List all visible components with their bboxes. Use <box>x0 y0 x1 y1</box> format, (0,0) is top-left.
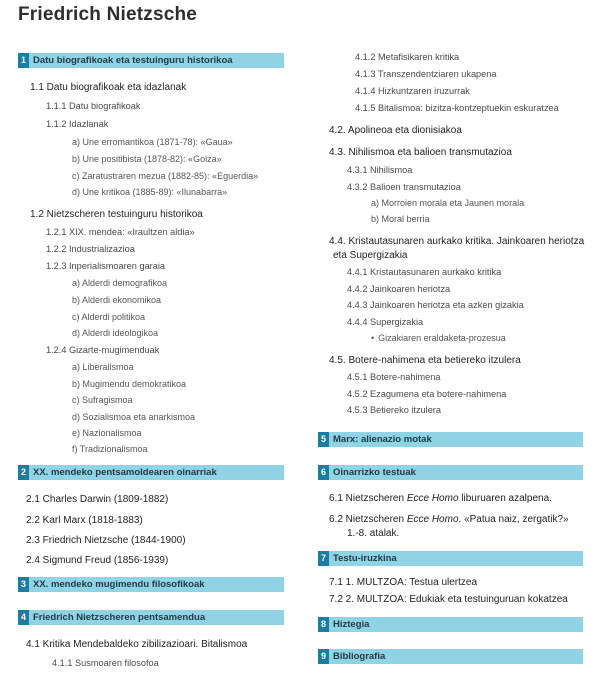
toc-item[interactable]: 4.1.4 Hizkuntzaren iruzurrak <box>355 86 470 96</box>
toc-item[interactable]: b) Alderdi ekonomikoa <box>72 295 162 305</box>
section-label: Datu biografikoak eta testuinguru historikoa <box>33 55 233 66</box>
toc-item[interactable]: e) Nazionalismoa <box>72 428 142 438</box>
section-2-header[interactable] <box>18 465 284 480</box>
section-number: 8 <box>318 617 329 632</box>
toc-item[interactable]: 1.2 Nietzscheren testuinguru historikoa <box>30 209 203 220</box>
toc-item[interactable]: 4.4.3 Jainkoaren heriotza eta azken gizakia <box>347 300 524 310</box>
toc-item[interactable]: 2.3 Friedrich Nietzsche (1844-1900) <box>26 535 186 546</box>
toc-item[interactable]: 1.2.2 Industrializazioa <box>46 244 135 254</box>
toc-item[interactable]: c) Zaratustraren mezua (1882-85): «Eguerdia» <box>72 171 259 181</box>
toc-item[interactable]: • Gizakiaren eraldaketa-prozesua <box>371 333 506 343</box>
section-5-header[interactable] <box>318 432 583 447</box>
toc-item[interactable]: 4.3.2 Balioen transmutazioa <box>347 182 461 192</box>
section-number: 5 <box>318 432 329 447</box>
section-3-header[interactable] <box>18 577 284 592</box>
toc-item[interactable]: d) Une kritikoa (1885-89): «Ilunabarra» <box>72 187 228 197</box>
toc-item[interactable]: c) Sufragismoa <box>72 395 133 405</box>
toc-item[interactable]: 1.1.2 Idazlanak <box>46 119 109 129</box>
section-label: XX. mendeko mugimendu filosofikoak <box>33 579 205 590</box>
toc-item[interactable]: 2.4 Sigmund Freud (1856-1939) <box>26 555 169 566</box>
toc-item[interactable]: 4.2. Apolineoa eta dionisiakoa <box>329 125 462 136</box>
section-8-header[interactable] <box>318 617 583 632</box>
toc-item[interactable]: 4.5.2 Ezagumena eta botere-nahimena <box>347 389 507 399</box>
toc-item[interactable]: d) Alderdi ideologikoa <box>72 328 159 338</box>
section-label: Oinarrizko testuak <box>333 467 416 478</box>
section-label: Friedrich Nietzscheren pentsamendua <box>33 612 206 623</box>
toc-item[interactable]: 4.4.1 Kristautasunaren aurkako kritika <box>347 267 502 277</box>
section-number: 7 <box>318 551 329 566</box>
toc-item[interactable]: 4.1.5 Bitalismoa: bizitza-kontzeptuekin eskuratzea <box>355 103 559 113</box>
section-number: 3 <box>18 577 29 592</box>
toc-item[interactable]: 4.5.3 Betiereko itzulera <box>347 405 441 415</box>
section-6-header[interactable] <box>318 465 583 480</box>
section-9-header[interactable] <box>318 649 583 664</box>
toc-item[interactable]: 1.2.1 XIX. mendea: «Iraultzen aldia» <box>46 227 195 237</box>
toc-item[interactable]: 4.1 Kritika Mendebaldeko zibilizazioari. Bitalismoa <box>26 639 248 650</box>
page-title: Friedrich Nietzsche <box>18 4 198 25</box>
section-number: 4 <box>18 610 29 625</box>
toc-item[interactable]: 4.4. Kristautasunaren aurkako kritika. Jainkoaren heriotza <box>329 236 585 247</box>
section-label: Marx: alienazio motak <box>333 434 432 445</box>
toc-item[interactable]: b) Mugimendu demokratikoa <box>72 379 187 389</box>
toc-item[interactable]: 4.4.4 Supergizakia <box>347 317 424 327</box>
section-number: 2 <box>18 465 29 480</box>
toc-item[interactable]: 7.2 2. MULTZOA: Edukiak eta testuinguruan kokatzea <box>329 594 568 605</box>
toc-item[interactable]: 7.1 1. MULTZOA: Testua ulertzea <box>329 577 478 588</box>
toc-item[interactable]: 1.2.3 Inperialismoaren garaia <box>46 261 165 271</box>
section-number: 9 <box>318 649 329 664</box>
toc-item[interactable]: 4.4.2 Jainkoaren heriotza <box>347 284 451 294</box>
toc-item[interactable]: 4.1.3 Transzendentziaren ukapena <box>355 69 497 79</box>
toc-item[interactable]: 6.2 Nietzscheren Ecce Homo. «Patua naiz, zergatik?» <box>329 514 569 525</box>
toc-item[interactable]: f) Tradizionalismoa <box>72 444 148 454</box>
toc-item[interactable]: a) Alderdi demografikoa <box>72 278 168 288</box>
toc-item[interactable]: 1.1.1 Datu biografikoak <box>46 101 141 111</box>
section-label: Hiztegia <box>333 619 370 630</box>
toc-item[interactable]: a) Une erromantikoa (1871-78): «Gaua» <box>72 137 233 147</box>
toc-item[interactable]: 4.1.1 Susmoaren filosofoa <box>52 658 159 668</box>
toc-item[interactable]: 1.2.4 Gizarte-mugimenduak <box>46 345 160 355</box>
toc-item[interactable]: d) Sozialismoa eta anarkismoa <box>72 412 196 422</box>
toc-item[interactable]: 6.1 Nietzscheren Ecce Homo liburuaren azalpena. <box>329 493 552 504</box>
toc-item[interactable]: 2.1 Charles Darwin (1809-1882) <box>26 494 169 505</box>
toc-item[interactable]: 1.-8. atalak. <box>347 528 400 539</box>
section-label: Testu-iruzkina <box>333 553 397 564</box>
toc-item[interactable]: 4.3.1 Nihilismoa <box>347 165 413 175</box>
toc-item[interactable]: 4.5.1 Botere-nahimena <box>347 372 441 382</box>
section-number: 6 <box>318 465 329 480</box>
toc-item[interactable]: b) Une positibista (1878-82): «Goiza» <box>72 154 222 164</box>
section-label: Bibliografia <box>333 651 386 662</box>
toc-item[interactable]: b) Moral berria <box>371 214 430 224</box>
section-label: XX. mendeko pentsamoldearen oinarriak <box>33 467 217 478</box>
toc-item[interactable]: c) Alderdi politikoa <box>72 312 146 322</box>
section-7-header[interactable] <box>318 551 583 566</box>
section-1-header[interactable] <box>18 53 284 68</box>
toc-item[interactable]: a) Liberalismoa <box>72 362 134 372</box>
toc-item[interactable]: 4.1.2 Metafisikaren kritika <box>355 52 460 62</box>
section-number: 1 <box>18 53 29 68</box>
toc-item[interactable]: 4.5. Botere-nahimena eta betiereko itzulera <box>329 355 521 366</box>
toc-item[interactable]: a) Morroien morala eta Jaunen morala <box>371 198 525 208</box>
section-4-header[interactable] <box>18 610 284 625</box>
toc-item[interactable]: eta Supergizakia <box>333 250 408 261</box>
toc-item[interactable]: 2.2 Karl Marx (1818-1883) <box>26 515 143 526</box>
toc-item[interactable]: 4.3. Nihilismoa eta balioen transmutazioa <box>329 147 512 158</box>
toc-item[interactable]: 1.1 Datu biografikoak eta idazlanak <box>30 82 187 93</box>
